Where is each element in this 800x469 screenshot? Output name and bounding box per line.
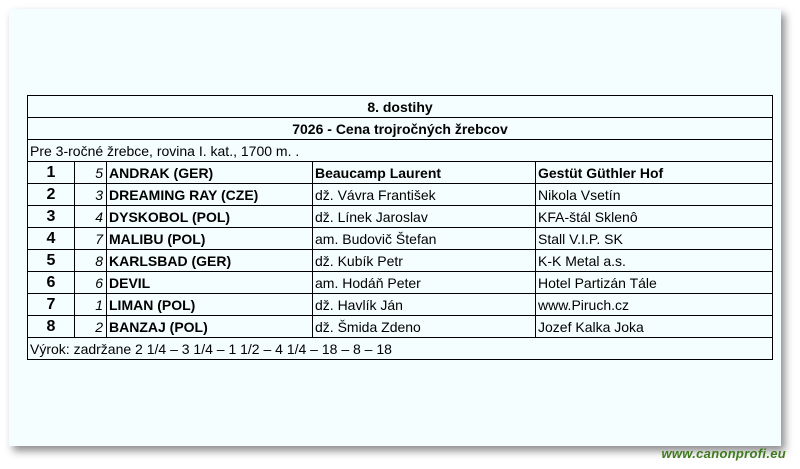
jockey-name: dž. Vávra František <box>313 184 536 206</box>
race-conditions: Pre 3-ročné žrebce, rovina I. kat., 1700 m. . <box>28 140 773 162</box>
horse-name: LIMAN (POL) <box>107 294 313 316</box>
table-row <box>28 316 773 338</box>
owner-name: Nikola Vsetín <box>536 184 773 206</box>
jockey-name: dž. Línek Jaroslav <box>313 206 536 228</box>
race-title: 8. dostihy <box>28 96 773 118</box>
start-number: 7 <box>75 228 107 250</box>
start-number: 1 <box>75 294 107 316</box>
table-row <box>28 184 773 206</box>
start-number: 4 <box>75 206 107 228</box>
jockey-name: Beaucamp Laurent <box>313 162 536 184</box>
place: 1 <box>28 162 75 184</box>
place: 8 <box>28 316 75 338</box>
horse-name: DYSKOBOL (POL) <box>107 206 313 228</box>
race-results-table <box>27 95 773 360</box>
jockey-name: dž. Havlík Ján <box>313 294 536 316</box>
jockey-name: am. Budovič Štefan <box>313 228 536 250</box>
start-number: 8 <box>75 250 107 272</box>
jockey-name: dž. Kubík Petr <box>313 250 536 272</box>
horse-name: DREAMING RAY (CZE) <box>107 184 313 206</box>
horse-name: ANDRAK (GER) <box>107 162 313 184</box>
table-row <box>28 228 773 250</box>
place: 6 <box>28 272 75 294</box>
table-row <box>28 206 773 228</box>
owner-name: Stall V.I.P. SK <box>536 228 773 250</box>
table-row <box>28 272 773 294</box>
place: 7 <box>28 294 75 316</box>
horse-name: KARLSBAD (GER) <box>107 250 313 272</box>
owner-name: KFA-štál Sklenô <box>536 206 773 228</box>
race-conditions-row <box>28 140 773 162</box>
owner-name: Hotel Partizán Tále <box>536 272 773 294</box>
result-note: Výrok: zadržane 2 1/4 – 3 1/4 – 1 1/2 – 4 1/4 – 18 – 8 – 18 <box>28 338 773 360</box>
horse-name: MALIBU (POL) <box>107 228 313 250</box>
place: 5 <box>28 250 75 272</box>
start-number: 6 <box>75 272 107 294</box>
owner-name: Jozef Kalka Joka <box>536 316 773 338</box>
race-name-row <box>28 118 773 140</box>
owner-name: www.Piruch.cz <box>536 294 773 316</box>
table-row <box>28 294 773 316</box>
race-title-row <box>28 96 773 118</box>
horse-name: DEVIL <box>107 272 313 294</box>
start-number: 3 <box>75 184 107 206</box>
owner-name: Gestüt Güthler Hof <box>536 162 773 184</box>
place: 2 <box>28 184 75 206</box>
place: 3 <box>28 206 75 228</box>
jockey-name: am. Hodáň Peter <box>313 272 536 294</box>
race-name: 7026 - Cena trojročných žrebcov <box>28 118 773 140</box>
start-number: 5 <box>75 162 107 184</box>
document-sheet <box>9 9 781 446</box>
result-note-row <box>28 338 773 360</box>
owner-name: K-K Metal a.s. <box>536 250 773 272</box>
table-row <box>28 162 773 184</box>
jockey-name: dž. Šmida Zdeno <box>313 316 536 338</box>
place: 4 <box>28 228 75 250</box>
start-number: 2 <box>75 316 107 338</box>
horse-name: BANZAJ (POL) <box>107 316 313 338</box>
table-row <box>28 250 773 272</box>
watermark: www.canonprofi.eu <box>661 446 786 461</box>
